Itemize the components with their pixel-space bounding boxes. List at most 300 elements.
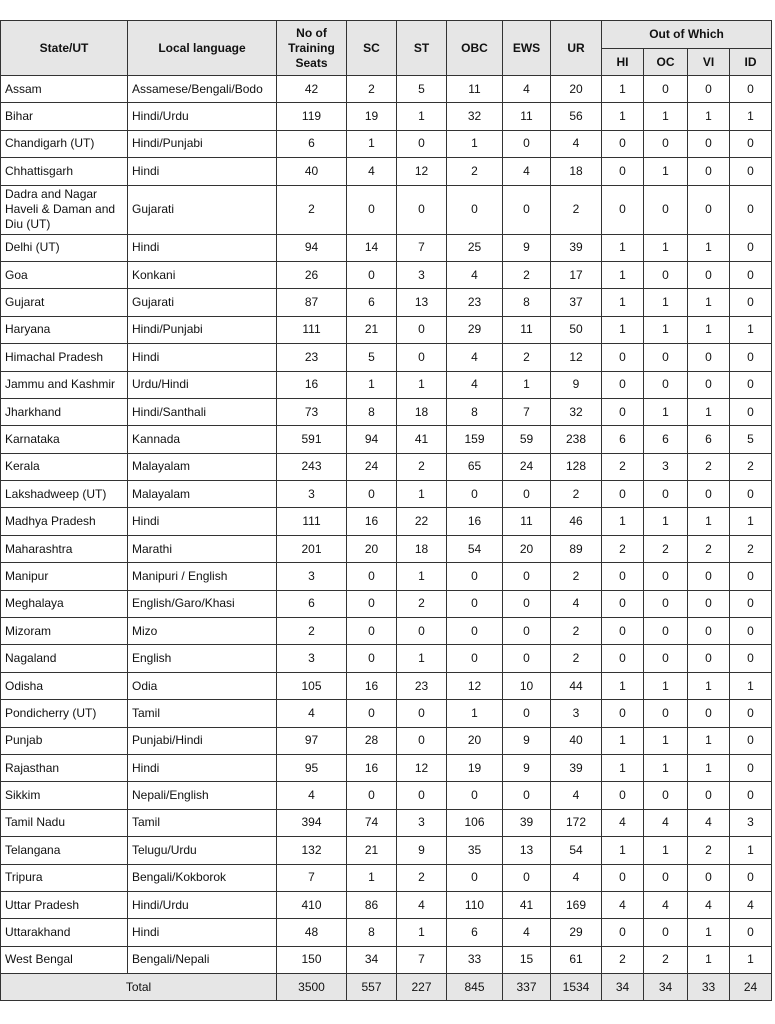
header-ur: UR — [551, 21, 602, 76]
cell-sc: 16 — [347, 508, 397, 535]
cell-state: Tamil Nadu — [1, 809, 128, 836]
cell-ews: 10 — [503, 672, 551, 699]
cell-vi: 0 — [688, 185, 730, 234]
cell-sc: 1 — [347, 371, 397, 398]
cell-obc: 19 — [447, 754, 503, 781]
cell-sc: 16 — [347, 754, 397, 781]
cell-hi: 1 — [602, 261, 644, 288]
table-row — [1, 727, 772, 754]
cell-language: Assamese/Bengali/Bodo — [128, 76, 277, 103]
cell-obc: 16 — [447, 508, 503, 535]
cell-id: 5 — [730, 426, 772, 453]
cell-ews: 0 — [503, 782, 551, 809]
cell-obc: 12 — [447, 672, 503, 699]
cell-state: Goa — [1, 261, 128, 288]
cell-vi: 0 — [688, 130, 730, 157]
table-row — [1, 261, 772, 288]
cell-ur: 2 — [551, 618, 602, 645]
cell-language: Hindi/Urdu — [128, 103, 277, 130]
cell-hi: 6 — [602, 426, 644, 453]
cell-st: 1 — [397, 371, 447, 398]
cell-hi: 0 — [602, 158, 644, 185]
cell-seats: 48 — [277, 919, 347, 946]
cell-obc: 0 — [447, 563, 503, 590]
cell-hi: 0 — [602, 481, 644, 508]
cell-oc: 0 — [644, 563, 688, 590]
cell-oc: 2 — [644, 535, 688, 562]
cell-vi: 1 — [688, 919, 730, 946]
cell-st: 1 — [397, 563, 447, 590]
table-row — [1, 891, 772, 918]
cell-seats: 95 — [277, 754, 347, 781]
table-row — [1, 837, 772, 864]
cell-language: Hindi/Punjabi — [128, 130, 277, 157]
cell-ews: 0 — [503, 645, 551, 672]
cell-vi: 0 — [688, 864, 730, 891]
cell-st: 9 — [397, 837, 447, 864]
cell-language: Hindi — [128, 158, 277, 185]
cell-language: Tamil — [128, 809, 277, 836]
cell-hi: 1 — [602, 837, 644, 864]
cell-ur: 238 — [551, 426, 602, 453]
cell-ews: 0 — [503, 130, 551, 157]
cell-sc: 6 — [347, 289, 397, 316]
cell-id: 0 — [730, 864, 772, 891]
cell-oc: 0 — [644, 618, 688, 645]
cell-sc: 0 — [347, 481, 397, 508]
cell-state: Tripura — [1, 864, 128, 891]
cell-id: 1 — [730, 946, 772, 973]
header-st: ST — [397, 21, 447, 76]
cell-oc: 1 — [644, 158, 688, 185]
cell-obc: 32 — [447, 103, 503, 130]
cell-state: Pondicherry (UT) — [1, 700, 128, 727]
cell-vi: 0 — [688, 481, 730, 508]
cell-hi: 4 — [602, 809, 644, 836]
cell-id: 0 — [730, 130, 772, 157]
cell-state: Chhattisgarh — [1, 158, 128, 185]
cell-state: West Bengal — [1, 946, 128, 973]
cell-state: Jammu and Kashmir — [1, 371, 128, 398]
cell-ur: 46 — [551, 508, 602, 535]
header-vi: VI — [688, 49, 730, 76]
cell-ur: 56 — [551, 103, 602, 130]
total-st: 227 — [397, 974, 447, 1001]
cell-sc: 94 — [347, 426, 397, 453]
cell-hi: 0 — [602, 398, 644, 425]
cell-language: Gujarati — [128, 185, 277, 234]
cell-obc: 1 — [447, 130, 503, 157]
cell-st: 18 — [397, 398, 447, 425]
cell-ews: 9 — [503, 727, 551, 754]
cell-seats: 94 — [277, 234, 347, 261]
cell-obc: 0 — [447, 481, 503, 508]
cell-obc: 0 — [447, 185, 503, 234]
cell-ews: 59 — [503, 426, 551, 453]
cell-ur: 39 — [551, 754, 602, 781]
cell-ews: 2 — [503, 344, 551, 371]
cell-sc: 21 — [347, 837, 397, 864]
cell-id: 4 — [730, 891, 772, 918]
cell-ur: 40 — [551, 727, 602, 754]
cell-oc: 0 — [644, 76, 688, 103]
cell-st: 41 — [397, 426, 447, 453]
cell-language: Hindi — [128, 919, 277, 946]
table-row — [1, 563, 772, 590]
cell-language: Hindi — [128, 754, 277, 781]
cell-hi: 1 — [602, 234, 644, 261]
table-row — [1, 782, 772, 809]
cell-state: Sikkim — [1, 782, 128, 809]
cell-seats: 26 — [277, 261, 347, 288]
cell-hi: 1 — [602, 289, 644, 316]
cell-oc: 0 — [644, 261, 688, 288]
cell-ur: 2 — [551, 481, 602, 508]
cell-id: 0 — [730, 782, 772, 809]
cell-st: 0 — [397, 727, 447, 754]
table-row — [1, 700, 772, 727]
cell-language: Malayalam — [128, 481, 277, 508]
cell-ur: 50 — [551, 316, 602, 343]
cell-ur: 89 — [551, 535, 602, 562]
cell-id: 0 — [730, 618, 772, 645]
cell-seats: 111 — [277, 316, 347, 343]
cell-seats: 2 — [277, 618, 347, 645]
cell-st: 3 — [397, 261, 447, 288]
cell-ur: 169 — [551, 891, 602, 918]
cell-ews: 4 — [503, 76, 551, 103]
cell-seats: 2 — [277, 185, 347, 234]
cell-obc: 54 — [447, 535, 503, 562]
cell-vi: 0 — [688, 645, 730, 672]
cell-sc: 20 — [347, 535, 397, 562]
cell-ur: 2 — [551, 185, 602, 234]
cell-st: 1 — [397, 103, 447, 130]
total-hi: 34 — [602, 974, 644, 1001]
cell-language: Tamil — [128, 700, 277, 727]
cell-state: Nagaland — [1, 645, 128, 672]
cell-id: 0 — [730, 481, 772, 508]
cell-ur: 17 — [551, 261, 602, 288]
cell-ews: 1 — [503, 371, 551, 398]
cell-oc: 1 — [644, 508, 688, 535]
cell-ur: 32 — [551, 398, 602, 425]
cell-state: Rajasthan — [1, 754, 128, 781]
table-row — [1, 344, 772, 371]
cell-vi: 0 — [688, 344, 730, 371]
cell-ews: 11 — [503, 316, 551, 343]
cell-language: Marathi — [128, 535, 277, 562]
table-row — [1, 130, 772, 157]
cell-ews: 0 — [503, 185, 551, 234]
cell-sc: 0 — [347, 618, 397, 645]
cell-vi: 6 — [688, 426, 730, 453]
cell-state: Karnataka — [1, 426, 128, 453]
cell-language: English/Garo/Khasi — [128, 590, 277, 617]
cell-oc: 1 — [644, 103, 688, 130]
cell-ews: 0 — [503, 563, 551, 590]
cell-ews: 0 — [503, 590, 551, 617]
cell-st: 3 — [397, 809, 447, 836]
table-row — [1, 103, 772, 130]
total-obc: 845 — [447, 974, 503, 1001]
cell-ur: 39 — [551, 234, 602, 261]
table-row — [1, 919, 772, 946]
cell-st: 7 — [397, 234, 447, 261]
table-row — [1, 371, 772, 398]
cell-vi: 1 — [688, 103, 730, 130]
cell-state: Delhi (UT) — [1, 234, 128, 261]
cell-sc: 21 — [347, 316, 397, 343]
cell-id: 0 — [730, 185, 772, 234]
cell-sc: 1 — [347, 864, 397, 891]
cell-ur: 128 — [551, 453, 602, 480]
cell-hi: 0 — [602, 185, 644, 234]
cell-oc: 0 — [644, 700, 688, 727]
cell-seats: 4 — [277, 700, 347, 727]
cell-seats: 591 — [277, 426, 347, 453]
table-row — [1, 754, 772, 781]
cell-seats: 16 — [277, 371, 347, 398]
cell-ur: 4 — [551, 130, 602, 157]
cell-hi: 0 — [602, 645, 644, 672]
total-id: 24 — [730, 974, 772, 1001]
cell-obc: 25 — [447, 234, 503, 261]
cell-seats: 119 — [277, 103, 347, 130]
cell-hi: 2 — [602, 946, 644, 973]
table-row — [1, 618, 772, 645]
cell-st: 12 — [397, 754, 447, 781]
cell-vi: 4 — [688, 809, 730, 836]
cell-obc: 6 — [447, 919, 503, 946]
cell-seats: 73 — [277, 398, 347, 425]
total-label: Total — [1, 974, 277, 1001]
cell-oc: 1 — [644, 837, 688, 864]
total-oc: 34 — [644, 974, 688, 1001]
cell-state: Punjab — [1, 727, 128, 754]
cell-st: 1 — [397, 645, 447, 672]
cell-state: Dadra and Nagar Haveli & Daman and Diu (UT) — [1, 185, 128, 234]
cell-seats: 111 — [277, 508, 347, 535]
cell-obc: 20 — [447, 727, 503, 754]
cell-oc: 3 — [644, 453, 688, 480]
cell-obc: 11 — [447, 76, 503, 103]
cell-ur: 20 — [551, 76, 602, 103]
cell-ur: 61 — [551, 946, 602, 973]
cell-ews: 0 — [503, 618, 551, 645]
cell-id: 0 — [730, 289, 772, 316]
cell-oc: 6 — [644, 426, 688, 453]
cell-language: English — [128, 645, 277, 672]
cell-ews: 11 — [503, 508, 551, 535]
cell-seats: 132 — [277, 837, 347, 864]
cell-state: Uttarakhand — [1, 919, 128, 946]
cell-state: Odisha — [1, 672, 128, 699]
cell-obc: 4 — [447, 261, 503, 288]
header-id: ID — [730, 49, 772, 76]
cell-seats: 3 — [277, 563, 347, 590]
cell-st: 18 — [397, 535, 447, 562]
table-header — [1, 21, 772, 76]
cell-id: 0 — [730, 344, 772, 371]
cell-id: 0 — [730, 700, 772, 727]
cell-sc: 0 — [347, 261, 397, 288]
cell-ews: 39 — [503, 809, 551, 836]
cell-seats: 4 — [277, 782, 347, 809]
cell-vi: 1 — [688, 234, 730, 261]
cell-sc: 86 — [347, 891, 397, 918]
cell-id: 0 — [730, 261, 772, 288]
cell-ews: 13 — [503, 837, 551, 864]
cell-oc: 2 — [644, 946, 688, 973]
cell-ews: 4 — [503, 158, 551, 185]
cell-obc: 4 — [447, 344, 503, 371]
header-out-of-which: Out of Which — [602, 21, 772, 49]
cell-hi: 1 — [602, 754, 644, 781]
cell-vi: 1 — [688, 508, 730, 535]
cell-seats: 6 — [277, 130, 347, 157]
cell-hi: 1 — [602, 103, 644, 130]
cell-st: 22 — [397, 508, 447, 535]
cell-obc: 159 — [447, 426, 503, 453]
cell-language: Malayalam — [128, 453, 277, 480]
cell-sc: 0 — [347, 185, 397, 234]
cell-hi: 2 — [602, 535, 644, 562]
cell-ur: 4 — [551, 864, 602, 891]
header-obc: OBC — [447, 21, 503, 76]
cell-hi: 1 — [602, 727, 644, 754]
header-seats: No of Training Seats — [277, 21, 347, 76]
cell-state: Gujarat — [1, 289, 128, 316]
cell-hi: 0 — [602, 563, 644, 590]
cell-st: 2 — [397, 590, 447, 617]
cell-sc: 5 — [347, 344, 397, 371]
cell-seats: 23 — [277, 344, 347, 371]
cell-ur: 12 — [551, 344, 602, 371]
cell-language: Hindi/Punjabi — [128, 316, 277, 343]
cell-seats: 201 — [277, 535, 347, 562]
cell-ur: 172 — [551, 809, 602, 836]
cell-sc: 0 — [347, 782, 397, 809]
cell-state: Manipur — [1, 563, 128, 590]
cell-vi: 0 — [688, 76, 730, 103]
table-row — [1, 481, 772, 508]
cell-sc: 4 — [347, 158, 397, 185]
cell-vi: 1 — [688, 289, 730, 316]
cell-hi: 0 — [602, 864, 644, 891]
cell-hi: 1 — [602, 76, 644, 103]
cell-vi: 0 — [688, 158, 730, 185]
cell-oc: 0 — [644, 864, 688, 891]
cell-language: Manipuri / English — [128, 563, 277, 590]
cell-oc: 1 — [644, 289, 688, 316]
cell-id: 1 — [730, 103, 772, 130]
cell-ur: 18 — [551, 158, 602, 185]
cell-id: 0 — [730, 727, 772, 754]
cell-st: 23 — [397, 672, 447, 699]
cell-oc: 4 — [644, 891, 688, 918]
cell-hi: 0 — [602, 700, 644, 727]
cell-hi: 1 — [602, 316, 644, 343]
cell-obc: 1 — [447, 700, 503, 727]
table-row — [1, 316, 772, 343]
cell-st: 1 — [397, 481, 447, 508]
cell-seats: 97 — [277, 727, 347, 754]
cell-vi: 1 — [688, 316, 730, 343]
table-row — [1, 185, 772, 234]
cell-st: 0 — [397, 700, 447, 727]
cell-language: Nepali/English — [128, 782, 277, 809]
cell-state: Meghalaya — [1, 590, 128, 617]
seat-table-container — [0, 20, 772, 1001]
cell-st: 2 — [397, 864, 447, 891]
seat-allocation-table — [0, 20, 772, 1001]
cell-vi: 1 — [688, 398, 730, 425]
cell-sc: 2 — [347, 76, 397, 103]
cell-language: Punjabi/Hindi — [128, 727, 277, 754]
cell-obc: 4 — [447, 371, 503, 398]
cell-obc: 23 — [447, 289, 503, 316]
cell-obc: 8 — [447, 398, 503, 425]
cell-oc: 1 — [644, 727, 688, 754]
cell-state: Maharashtra — [1, 535, 128, 562]
cell-id: 0 — [730, 76, 772, 103]
cell-vi: 0 — [688, 782, 730, 809]
cell-ur: 54 — [551, 837, 602, 864]
cell-sc: 14 — [347, 234, 397, 261]
cell-language: Odia — [128, 672, 277, 699]
cell-vi: 2 — [688, 837, 730, 864]
cell-st: 13 — [397, 289, 447, 316]
cell-hi: 0 — [602, 344, 644, 371]
cell-seats: 42 — [277, 76, 347, 103]
cell-state: Madhya Pradesh — [1, 508, 128, 535]
cell-ews: 11 — [503, 103, 551, 130]
cell-id: 3 — [730, 809, 772, 836]
cell-seats: 3 — [277, 481, 347, 508]
cell-hi: 0 — [602, 130, 644, 157]
cell-state: Himachal Pradesh — [1, 344, 128, 371]
cell-ur: 2 — [551, 645, 602, 672]
cell-obc: 0 — [447, 618, 503, 645]
cell-id: 0 — [730, 919, 772, 946]
cell-ews: 2 — [503, 261, 551, 288]
header-sc: SC — [347, 21, 397, 76]
cell-language: Urdu/Hindi — [128, 371, 277, 398]
cell-vi: 0 — [688, 590, 730, 617]
cell-ews: 8 — [503, 289, 551, 316]
cell-sc: 28 — [347, 727, 397, 754]
cell-vi: 0 — [688, 618, 730, 645]
cell-sc: 0 — [347, 590, 397, 617]
cell-hi: 0 — [602, 590, 644, 617]
cell-ews: 9 — [503, 234, 551, 261]
table-row — [1, 864, 772, 891]
cell-sc: 8 — [347, 919, 397, 946]
cell-language: Hindi/Urdu — [128, 891, 277, 918]
table-footer — [1, 974, 772, 1001]
cell-obc: 65 — [447, 453, 503, 480]
cell-hi: 0 — [602, 618, 644, 645]
cell-hi: 0 — [602, 919, 644, 946]
cell-st: 7 — [397, 946, 447, 973]
cell-oc: 0 — [644, 185, 688, 234]
cell-seats: 105 — [277, 672, 347, 699]
cell-oc: 0 — [644, 481, 688, 508]
cell-language: Hindi/Santhali — [128, 398, 277, 425]
cell-hi: 0 — [602, 371, 644, 398]
cell-id: 0 — [730, 645, 772, 672]
